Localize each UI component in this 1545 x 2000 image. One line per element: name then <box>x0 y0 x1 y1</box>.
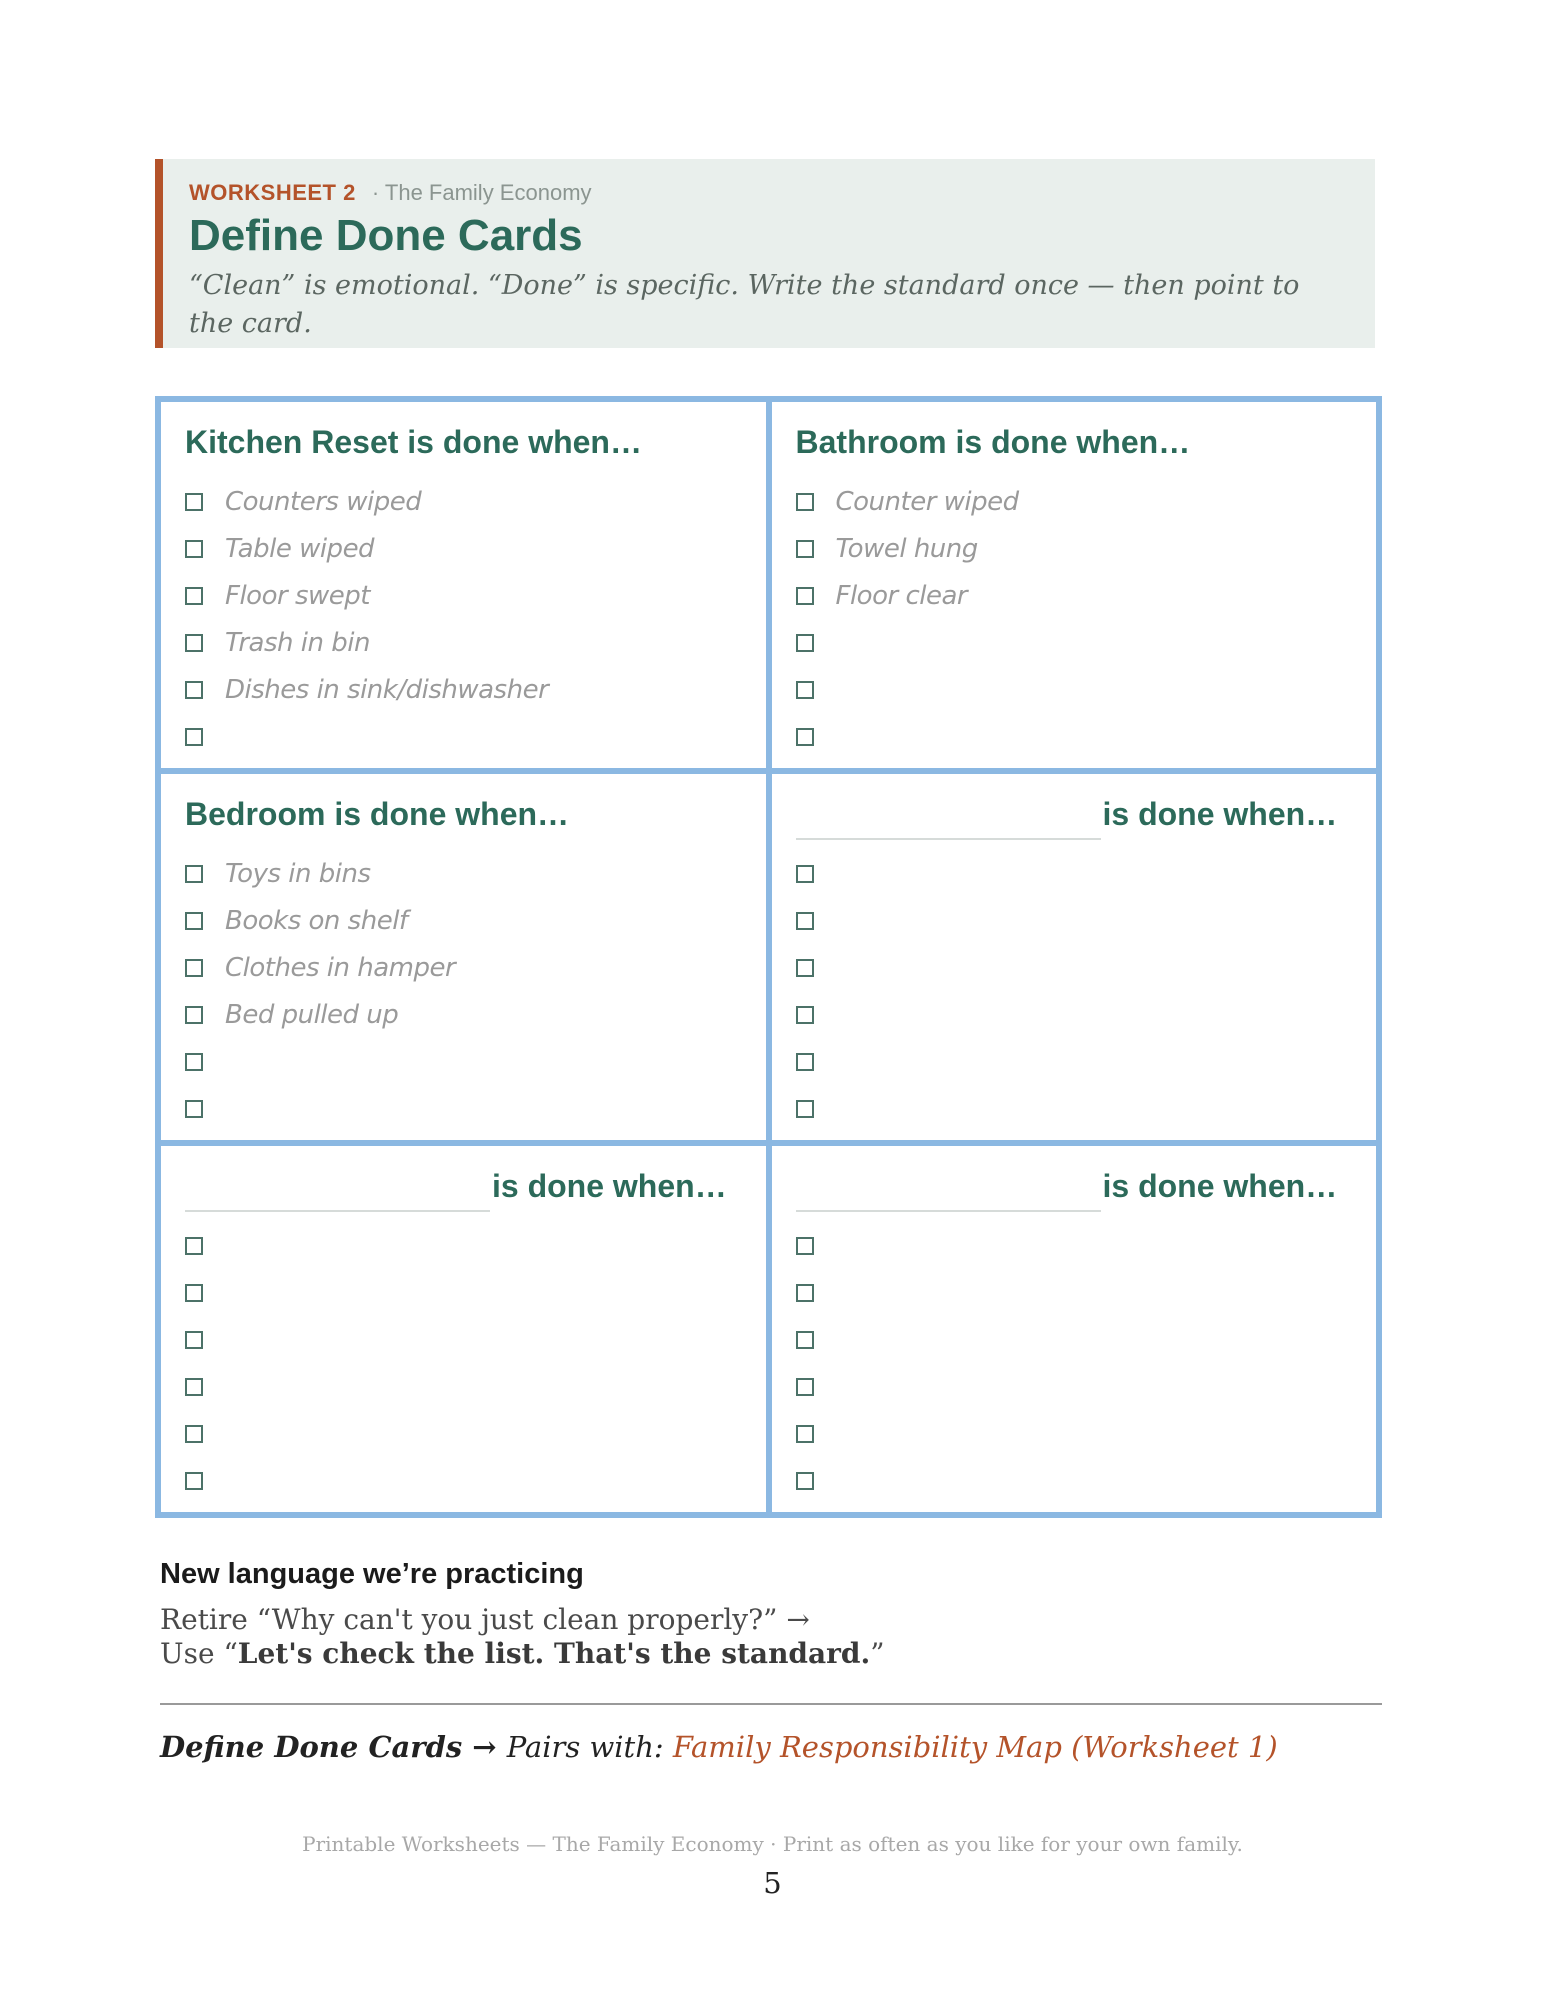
checklist-item <box>185 666 742 713</box>
checkbox[interactable] <box>185 1237 203 1255</box>
checkbox[interactable] <box>796 493 814 511</box>
language-heading: New language we’re practicing <box>160 1558 584 1590</box>
checklist-item <box>185 478 742 525</box>
done-card-bathroom <box>772 402 1377 768</box>
checkbox[interactable] <box>185 540 203 558</box>
checklist <box>185 850 742 1132</box>
checklist-item <box>796 619 1353 666</box>
kicker <box>189 179 1375 207</box>
card-title: Kitchen Reset is done when… <box>185 424 642 460</box>
checklist-item <box>185 1457 742 1504</box>
checkbox[interactable] <box>796 1100 814 1118</box>
worksheet-label: WORKSHEET 2 <box>189 180 356 205</box>
area-name-field[interactable] <box>185 1170 490 1212</box>
checklist-item <box>796 1363 1353 1410</box>
checkbox[interactable] <box>185 1053 203 1071</box>
arrow-icon: → <box>462 1730 507 1764</box>
done-card-blank <box>161 1146 766 1512</box>
checklist-item <box>796 1085 1353 1132</box>
item-text: Counter wiped <box>835 486 1019 517</box>
checklist-item <box>796 525 1353 572</box>
checklist-item <box>185 897 742 944</box>
item-text: Floor swept <box>225 580 370 611</box>
checkbox[interactable] <box>185 912 203 930</box>
series-subtitle: · The Family Economy <box>371 180 592 205</box>
item-text: Table wiped <box>225 533 375 564</box>
checkbox[interactable] <box>796 865 814 883</box>
checklist <box>185 478 742 760</box>
checklist <box>796 1222 1353 1504</box>
checkbox[interactable] <box>796 1331 814 1349</box>
card-title <box>796 1160 1353 1212</box>
checklist-item <box>796 1038 1353 1085</box>
checklist-item <box>185 1410 742 1457</box>
checklist-item <box>185 944 742 991</box>
checkbox[interactable] <box>185 959 203 977</box>
checkbox[interactable] <box>185 1100 203 1118</box>
checkbox[interactable] <box>796 959 814 977</box>
card-title <box>185 1160 742 1212</box>
checkbox[interactable] <box>796 1472 814 1490</box>
checkbox[interactable] <box>185 1472 203 1490</box>
checklist-item <box>185 1269 742 1316</box>
checkbox[interactable] <box>185 587 203 605</box>
area-name-field[interactable] <box>796 798 1101 840</box>
checklist-item <box>796 478 1353 525</box>
checkbox[interactable] <box>796 540 814 558</box>
use-phrase-line <box>160 1637 885 1670</box>
item-text: Counters wiped <box>225 486 422 517</box>
checklist-item <box>796 944 1353 991</box>
done-card-blank <box>772 774 1377 1140</box>
checklist-item <box>796 572 1353 619</box>
checkbox[interactable] <box>796 1425 814 1443</box>
checkbox[interactable] <box>185 1006 203 1024</box>
checklist <box>185 1222 742 1504</box>
checklist-item <box>185 1038 742 1085</box>
checklist-item <box>185 1316 742 1363</box>
item-text: Books on shelf <box>225 905 408 936</box>
checklist-item <box>796 1269 1353 1316</box>
pairs-with-line <box>160 1730 1278 1764</box>
checkbox[interactable] <box>185 1331 203 1349</box>
card-title-suffix: is done when… <box>1102 1168 1338 1204</box>
item-text: Floor clear <box>835 580 968 611</box>
item-text: Towel hung <box>835 533 978 564</box>
pairs-link[interactable]: Family Responsibility Map (Worksheet 1) <box>672 1730 1278 1764</box>
card-title-suffix: is done when… <box>1102 796 1338 832</box>
checkbox[interactable] <box>796 1237 814 1255</box>
checklist-item <box>796 1316 1353 1363</box>
checklist-item <box>185 525 742 572</box>
checkbox[interactable] <box>185 1378 203 1396</box>
checklist-item <box>796 850 1353 897</box>
checkbox[interactable] <box>796 634 814 652</box>
checklist-item <box>185 1222 742 1269</box>
use-phrase: Let's check the list. That's the standard. <box>237 1637 871 1670</box>
item-text: Clothes in hamper <box>225 952 456 983</box>
checkbox[interactable] <box>796 681 814 699</box>
divider <box>160 1703 1382 1705</box>
footer-text: Printable Worksheets — The Family Economy · Print as often as you like for your own family. <box>302 1832 1243 1856</box>
pairs-name: Define Done Cards <box>160 1730 463 1764</box>
card-title: Bathroom is done when… <box>795 424 1191 460</box>
checkbox[interactable] <box>796 728 814 746</box>
checkbox[interactable] <box>185 1284 203 1302</box>
use-suffix: ” <box>870 1637 885 1670</box>
item-text: Bed pulled up <box>225 999 399 1030</box>
tagline: “Clean” is emotional. “Done” is specific. Write the standard once — then point to the card. <box>189 270 1300 339</box>
checkbox[interactable] <box>185 634 203 652</box>
card-title-suffix: is done when… <box>492 1168 727 1204</box>
checklist-item <box>796 666 1353 713</box>
checklist-item <box>796 1222 1353 1269</box>
area-name-field[interactable] <box>796 1170 1101 1212</box>
checklist-item <box>185 991 742 1038</box>
checklist <box>796 850 1353 1132</box>
card-title: Bedroom is done when… <box>185 796 570 832</box>
checklist-item <box>185 572 742 619</box>
checklist-item <box>185 1085 742 1132</box>
done-card-blank <box>772 1146 1377 1512</box>
item-text: Trash in bin <box>225 627 370 658</box>
done-cards-grid <box>155 396 1382 1518</box>
use-prefix: Use “ <box>160 1637 238 1670</box>
checkbox[interactable] <box>185 493 203 511</box>
checklist-item <box>185 619 742 666</box>
checklist-item <box>185 1363 742 1410</box>
checklist-item <box>796 1457 1353 1504</box>
checkbox[interactable] <box>185 681 203 699</box>
card-title <box>796 788 1353 840</box>
checkbox[interactable] <box>796 912 814 930</box>
checklist-item <box>185 850 742 897</box>
page-number: 5 <box>763 1866 782 1900</box>
pairs-label: Pairs with: <box>506 1730 673 1764</box>
checkbox[interactable] <box>796 587 814 605</box>
checklist <box>796 478 1353 760</box>
checkbox[interactable] <box>796 1053 814 1071</box>
checkbox[interactable] <box>185 865 203 883</box>
checklist-item <box>185 713 742 760</box>
checkbox[interactable] <box>185 1425 203 1443</box>
done-card-bedroom <box>161 774 766 1140</box>
checklist-item <box>796 897 1353 944</box>
checklist-item <box>796 713 1353 760</box>
checkbox[interactable] <box>796 1284 814 1302</box>
checklist-item <box>796 1410 1353 1457</box>
checkbox[interactable] <box>796 1006 814 1024</box>
worksheet-header <box>155 159 1375 348</box>
page-title: Define Done Cards <box>189 211 583 260</box>
done-card-kitchen <box>161 402 766 768</box>
checkbox[interactable] <box>796 1378 814 1396</box>
item-text: Toys in bins <box>225 858 371 889</box>
checklist-item <box>796 991 1353 1038</box>
retire-phrase: Retire “Why can't you just clean properly?” → <box>160 1603 810 1636</box>
checkbox[interactable] <box>185 728 203 746</box>
item-text: Dishes in sink/dishwasher <box>225 674 549 705</box>
